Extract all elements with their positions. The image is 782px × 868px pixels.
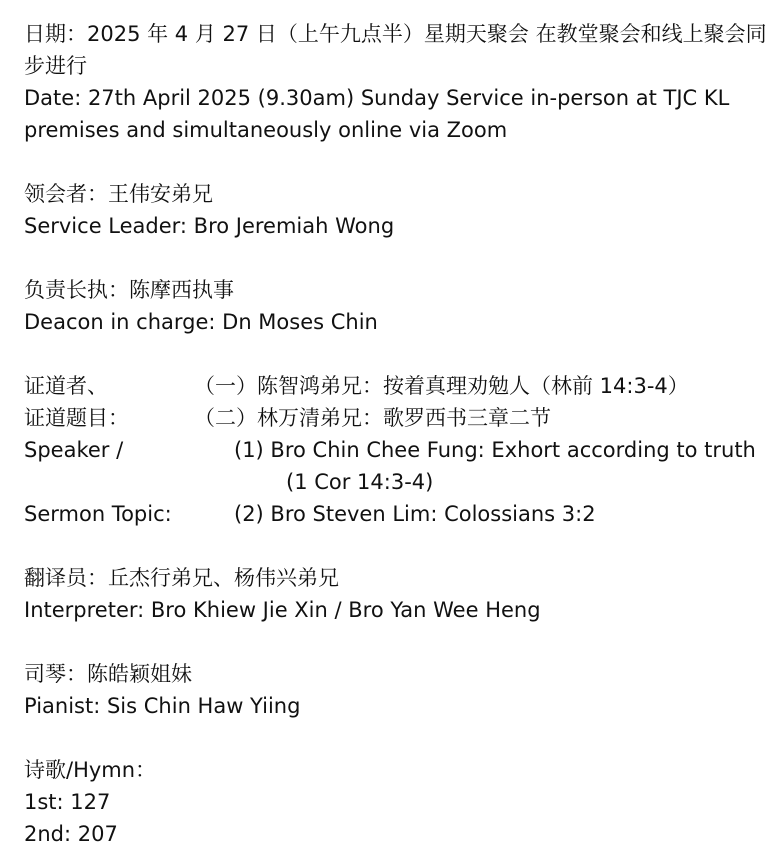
speaker-item-en-1-continued: (1 Cor 14:3-4) [286, 470, 434, 494]
speaker-item-zh-2: （二）林万清弟兄：歌罗西书三章二节 [194, 406, 551, 430]
speaker-item-en-1: (1) Bro Chin Chee Fung: Exhort according to truth [234, 438, 756, 462]
speaker-row-en-2 [24, 498, 774, 530]
date-en: Date: 27th April 2025 (9.30am) Sunday Service in-person at TJC KL premises and simultaneously online via Zoom [24, 86, 730, 142]
spacer [24, 722, 774, 754]
spacer [24, 626, 774, 658]
leader-en: Service Leader: Bro Jeremiah Wong [24, 214, 395, 238]
deacon-en: Deacon in charge: Dn Moses Chin [24, 310, 378, 334]
speaker-item-en-2: (2) Bro Steven Lim: Colossians 3:2 [234, 502, 596, 526]
spacer [24, 242, 774, 274]
deacon-zh: 负责长执：陈摩西执事 [24, 278, 234, 302]
speaker-row-en-1 [24, 434, 774, 466]
hymn-heading: 诗歌/Hymn： [24, 758, 157, 782]
speaker-row-zh-2 [24, 402, 774, 434]
date-zh: 日期：2025 年 4 月 27 日（上午九点半）星期天聚会 在教堂聚会和线上聚会同步进行 [24, 22, 767, 78]
leader-zh: 领会者：王伟安弟兄 [24, 182, 213, 206]
service-announcement [24, 18, 774, 850]
speaker-item-zh-1: （一）陈智鸿弟兄：按着真理劝勉人（林前 14:3-4） [194, 374, 689, 398]
sermon-topic-label-zh: 证道题目： [24, 406, 129, 430]
hymn-second: 2nd: 207 [24, 822, 118, 846]
spacer [24, 338, 774, 370]
pianist-zh: 司琴：陈皓颖姐妹 [24, 662, 192, 686]
sermon-topic-label-en: Sermon Topic: [24, 502, 172, 526]
speaker-label-en: Speaker / [24, 438, 124, 462]
spacer [24, 146, 774, 178]
interpreter-en: Interpreter: Bro Khiew Jie Xin / Bro Yan Wee Heng [24, 598, 541, 622]
speaker-row-zh-1 [24, 370, 774, 402]
hymn-first: 1st: 127 [24, 790, 111, 814]
spacer [24, 530, 774, 562]
pianist-en: Pianist: Sis Chin Haw Yiing [24, 694, 301, 718]
interpreter-zh: 翻译员：丘杰行弟兄、杨伟兴弟兄 [24, 566, 339, 590]
speaker-label-zh: 证道者、 [24, 374, 108, 398]
